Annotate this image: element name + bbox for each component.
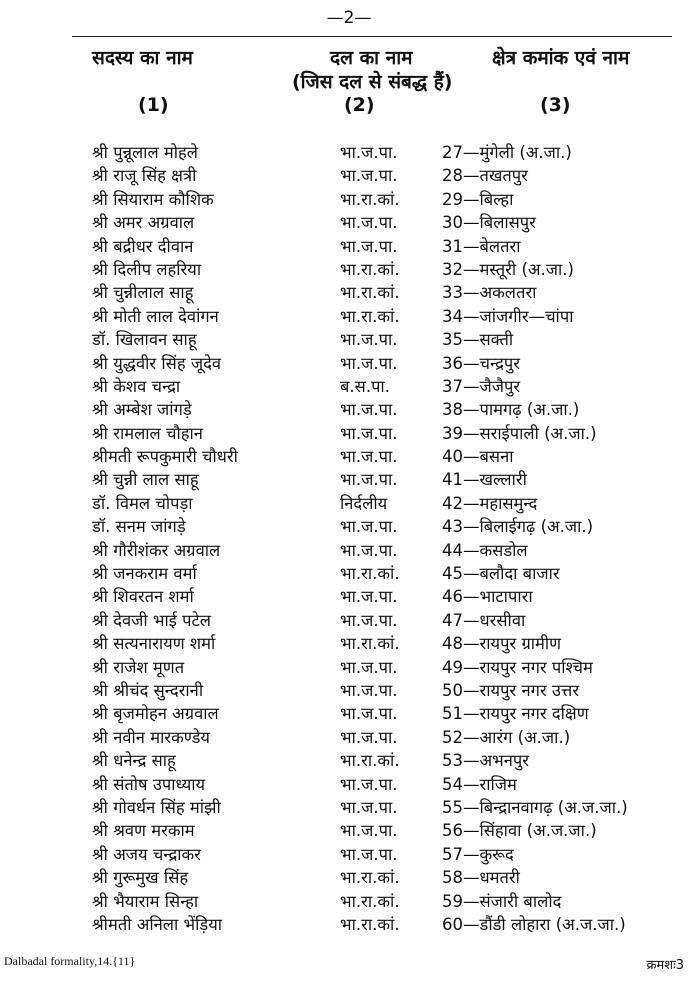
top-rule: [72, 36, 672, 37]
table-row: [0, 608, 698, 631]
table-row: [0, 374, 698, 397]
constituency-name: 42—महासमुन्द: [442, 493, 538, 513]
constituency-name: 38—पामगढ़ (अ.जा.): [442, 400, 580, 420]
party-name: भा.रा.कां.: [340, 259, 400, 279]
member-name: श्री सियाराम कौशिक: [92, 189, 214, 209]
party-name: निर्दलीय: [340, 493, 388, 513]
party-name: भा.ज.पा.: [340, 166, 398, 186]
member-name: श्री धनेन्द्र साहू: [92, 751, 176, 771]
table-row: [0, 210, 698, 233]
constituency-name: 50—रायपुर नगर उत्तर: [442, 680, 580, 700]
party-name: भा.ज.पा.: [340, 400, 398, 420]
party-name: भा.ज.पा.: [340, 447, 398, 467]
constituency-name: 54—राजिम: [442, 774, 517, 794]
constituency-name: 43—बिलाईगढ़ (अ.जा.): [442, 517, 594, 537]
party-name: भा.ज.पा.: [340, 657, 398, 677]
constituency-name: 40—बसना: [442, 447, 514, 467]
constituency-name: 58—धमतरी: [442, 868, 520, 888]
member-name: श्री चुन्नी लाल साहू: [92, 470, 199, 490]
constituency-name: 57—कुरूद: [442, 844, 514, 864]
header-constituency: क्षेत्र कमांक एवं नाम: [492, 47, 630, 69]
member-name: श्री भैयाराम सिन्हा: [92, 891, 199, 911]
member-name: श्री गोवर्धन सिंह मांझी: [92, 797, 221, 817]
table-row: [0, 655, 698, 678]
constituency-name: 56—सिंहावा (अ.ज.जा.): [442, 821, 597, 841]
party-name: भा.रा.कां.: [340, 891, 400, 911]
table-row: [0, 397, 698, 420]
table-row: [0, 304, 698, 327]
table-row: [0, 491, 698, 514]
party-name: भा.रा.कां.: [340, 283, 400, 303]
table-row: [0, 912, 698, 935]
header-member-name: सदस्य का नाम: [92, 47, 193, 69]
member-name: श्री गौरीशंकर अग्रवाल: [92, 540, 221, 560]
party-name: भा.रा.कां.: [340, 751, 400, 771]
party-name: भा.ज.पा.: [340, 540, 398, 560]
member-name: श्री श्रीचंद सुन्दरानी: [92, 680, 204, 700]
party-name: ब.स.पा.: [340, 376, 390, 396]
party-name: भा.ज.पा.: [340, 797, 398, 817]
table-row: [0, 865, 698, 888]
member-name: श्री नवीन मारकण्डेय: [92, 727, 211, 747]
member-name: डॉ. खिलावन साहू: [92, 330, 197, 350]
member-name: श्री गुरूमुख सिंह: [92, 868, 189, 888]
table-row: [0, 772, 698, 795]
member-name: श्री मोती लाल देवांगन: [92, 306, 219, 326]
table-row: [0, 351, 698, 374]
table-row: [0, 187, 698, 210]
party-name: भा.ज.पा.: [340, 423, 398, 443]
constituency-name: 41—खल्लारी: [442, 470, 527, 490]
table-row: [0, 889, 698, 912]
member-name: श्री श्रवण मरकाम: [92, 821, 195, 841]
continued-marker: क्रमशः3: [646, 958, 684, 973]
table-row: [0, 467, 698, 490]
member-name: श्री शिवरतन शर्मा: [92, 587, 194, 607]
constituency-name: 30—बिलासपुर: [442, 213, 536, 233]
table-row: [0, 444, 698, 467]
constituency-name: 37—जैजैपुर: [442, 376, 521, 396]
constituency-name: 33—अकलतरा: [442, 283, 537, 303]
party-name: भा.रा.कां.: [340, 306, 400, 326]
member-name: डॉ. सनम जांगड़े: [92, 517, 186, 537]
member-name: श्री केशव चन्द्रा: [92, 376, 181, 396]
party-name: भा.ज.पा.: [340, 610, 398, 630]
member-name: श्री देवजी भाई पटेल: [92, 610, 211, 630]
constituency-name: 27—मुंगेली (अ.जा.): [442, 143, 572, 162]
constituency-name: 31—बेलतरा: [442, 236, 521, 256]
party-name: भा.ज.पा.: [340, 821, 398, 841]
party-name: भा.रा.कां.: [340, 914, 400, 934]
table-row: [0, 163, 698, 186]
member-name: श्री संतोष उपाध्याय: [92, 774, 206, 794]
party-name: भा.ज.पा.: [340, 330, 398, 350]
party-name: भा.रा.कां.: [340, 564, 400, 584]
table-row: [0, 818, 698, 841]
member-name: श्री दिलीप लहरिया: [92, 259, 202, 279]
party-name: भा.ज.पा.: [340, 213, 398, 233]
constituency-name: 45—बलौदा बाजार: [442, 564, 560, 584]
constituency-name: 28—तखतपुर: [442, 166, 528, 186]
table-row: [0, 280, 698, 303]
page-number: —2—: [326, 8, 372, 28]
party-name: भा.रा.कां.: [340, 634, 400, 654]
table-row: [0, 234, 698, 257]
constituency-name: 35—सक्ती: [442, 330, 514, 350]
member-name: श्री बद्रीधर दीवान: [92, 236, 194, 256]
member-name: श्री अजय चन्द्राकर: [92, 844, 201, 864]
constituency-name: 49—रायपुर नगर पश्चिम: [442, 657, 593, 677]
member-name: श्री पुन्नूलाल मोहले: [92, 143, 198, 162]
constituency-name: 39—सराईपाली (अ.जा.): [442, 423, 597, 443]
party-name: भा.ज.पा.: [340, 236, 398, 256]
party-name: भा.ज.पा.: [340, 727, 398, 747]
party-name: भा.ज.पा.: [340, 704, 398, 724]
party-name: भा.रा.कां.: [340, 868, 400, 888]
party-name: भा.रा.कां.: [340, 189, 400, 209]
constituency-name: 53—अभनपुर: [442, 751, 529, 771]
table-row: [0, 701, 698, 724]
member-name: श्री बृजमोहन अग्रवाल: [92, 704, 219, 724]
table-row: [0, 584, 698, 607]
party-name: भा.ज.पा.: [340, 587, 398, 607]
member-name: श्री जनकराम वर्मा: [92, 564, 197, 584]
table-row: [0, 631, 698, 654]
party-name: भा.ज.पा.: [340, 774, 398, 794]
constituency-name: 48—रायपुर ग्रामीण: [442, 634, 562, 654]
party-name: भा.ज.पा.: [340, 517, 398, 537]
table-row: [0, 561, 698, 584]
member-name: श्री राजू सिंह क्षत्री: [92, 166, 197, 186]
constituency-name: 51—रायपुर नगर दक्षिण: [442, 704, 589, 724]
table-row: [0, 257, 698, 280]
table-row: [0, 538, 698, 561]
constituency-name: 60—डौंडी लोहारा (अ.ज.जा.): [442, 914, 626, 934]
member-name: डॉ. विमल चोपड़ा: [92, 493, 193, 513]
file-reference: Dalbadal formality,14.{11}: [4, 954, 136, 968]
table-row: [0, 842, 698, 865]
party-name: भा.ज.पा.: [340, 353, 398, 373]
table-row: [0, 678, 698, 701]
header-party-sub: (जिस दल से संबद्ध हैं): [292, 71, 453, 93]
column-number-1: (1): [138, 94, 169, 116]
constituency-name: 29—बिल्हा: [442, 189, 514, 209]
member-name: श्री सत्यनारायण शर्मा: [92, 634, 216, 654]
table-row: [0, 748, 698, 771]
member-name: श्री रामलाल चौहान: [92, 423, 203, 443]
constituency-name: 32—मस्तूरी (अ.जा.): [442, 259, 574, 279]
table-row: [0, 725, 698, 748]
constituency-name: 47—धरसीवा: [442, 610, 526, 630]
member-name: श्री अम्बेश जांगड़े: [92, 400, 192, 420]
party-name: भा.ज.पा.: [340, 844, 398, 864]
member-name: श्रीमती रूपकुमारी चौधरी: [92, 447, 238, 467]
column-number-2: (2): [344, 94, 375, 116]
table-row: [0, 795, 698, 818]
table-row: [0, 514, 698, 537]
member-name: श्री अमर अग्रवाल: [92, 213, 195, 233]
table-row: [0, 327, 698, 350]
table-row: [0, 140, 698, 163]
party-name: भा.ज.पा.: [340, 143, 398, 162]
header-party-name: दल का नाम: [330, 47, 413, 69]
constituency-name: 46—भाटापारा: [442, 587, 533, 607]
constituency-name: 36—चन्द्रपुर: [442, 353, 520, 373]
constituency-name: 55—बिन्द्रानवागढ़ (अ.ज.जा.): [442, 797, 628, 817]
constituency-name: 59—संजारी बालोद: [442, 891, 562, 911]
party-name: भा.ज.पा.: [340, 470, 398, 490]
member-name: श्री राजेश मूणत: [92, 657, 185, 677]
members-table: [0, 140, 698, 935]
constituency-name: 34—जांजगीर—चांपा: [442, 306, 574, 326]
constituency-name: 44—कसडोल: [442, 540, 528, 560]
member-name: श्रीमती अनिला भेंड़िया: [92, 914, 223, 934]
table-row: [0, 421, 698, 444]
column-number-3: (3): [540, 94, 571, 116]
member-name: श्री युद्धवीर सिंह जूदेव: [92, 353, 222, 373]
party-name: भा.ज.पा.: [340, 680, 398, 700]
member-name: श्री चुन्नीलाल साहू: [92, 283, 194, 303]
constituency-name: 52—आरंग (अ.जा.): [442, 727, 571, 747]
